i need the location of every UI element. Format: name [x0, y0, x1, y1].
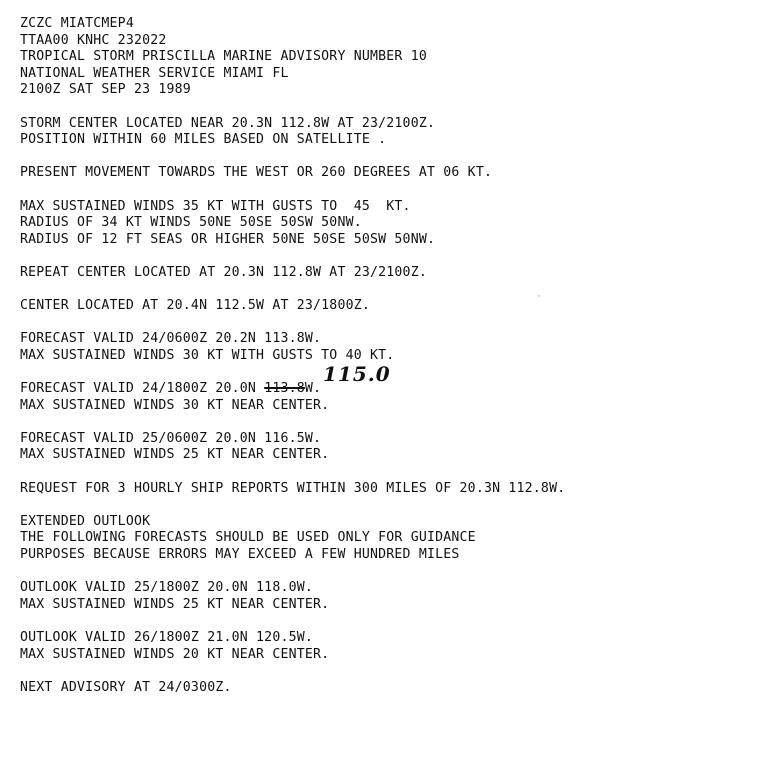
- extended-outlook-note-1: THE FOLLOWING FORECASTS SHOULD BE USED ONLY FOR GUIDANCE: [20, 530, 476, 546]
- repeat-center-line: REPEAT CENTER LOCATED AT 20.3N 112.8W AT 23/2100Z.: [20, 264, 427, 280]
- forecast-2-winds: MAX SUSTAINED WINDS 30 KT NEAR CENTER.: [20, 397, 330, 413]
- issue-time: 2100Z SAT SEP 23 1989: [20, 82, 191, 98]
- wind-radius-line: RADIUS OF 34 KT WINDS 50NE 50SE 50SW 50NW.: [20, 215, 362, 231]
- prior-center-line: CENTER LOCATED AT 20.4N 112.5W AT 23/1800Z.: [20, 298, 371, 314]
- extended-outlook-note-2: PURPOSES BECAUSE ERRORS MAY EXCEED A FEW HUNDRED MILES: [20, 547, 460, 562]
- spacer: [20, 414, 565, 431]
- spacer: [20, 663, 565, 680]
- struck-longitude: 113.8: [264, 381, 305, 397]
- issuing-office: NATIONAL WEATHER SERVICE MIAMI FL: [20, 65, 289, 81]
- max-winds-line: MAX SUSTAINED WINDS 35 KT WITH GUSTS TO 45 KT.: [20, 198, 411, 214]
- outlook-1-winds: MAX SUSTAINED WINDS 25 KT NEAR CENTER.: [20, 596, 330, 612]
- speck-mark: ·: [536, 292, 542, 302]
- advisory-title: TROPICAL STORM PRISCILLA MARINE ADVISORY NUMBER 10: [20, 49, 427, 65]
- forecast-3-winds: MAX SUSTAINED WINDS 25 KT NEAR CENTER.: [20, 447, 330, 463]
- outlook-2-winds: MAX SUSTAINED WINDS 20 KT NEAR CENTER.: [20, 646, 330, 662]
- advisory-document: [20, 16, 565, 696]
- spacer: [20, 315, 565, 332]
- header-line-2: TTAA00 KNHC 232022: [20, 32, 167, 48]
- position-accuracy-line: POSITION WITHIN 60 MILES BASED ON SATELLITE .: [20, 132, 387, 148]
- handwritten-correction: 115.0: [323, 362, 391, 386]
- spacer: [20, 613, 565, 630]
- spacer: [20, 149, 565, 166]
- spacer: [20, 464, 565, 481]
- spacer: [20, 282, 565, 299]
- movement-line: PRESENT MOVEMENT TOWARDS THE WEST OR 260 DEGREES AT 06 KT.: [20, 165, 493, 181]
- extended-outlook-title: EXTENDED OUTLOOK: [20, 513, 151, 529]
- spacer: [20, 99, 565, 116]
- header-line-1: ZCZC MIATCMEP4: [20, 16, 134, 31]
- spacer: [20, 182, 565, 199]
- spacer: [20, 248, 565, 265]
- spacer: [20, 364, 565, 381]
- outlook-1-position: OUTLOOK VALID 25/1800Z 20.0N 118.0W.: [20, 580, 314, 596]
- next-advisory-line: NEXT ADVISORY AT 24/0300Z.: [20, 679, 232, 695]
- forecast-3-position: FORECAST VALID 25/0600Z 20.0N 116.5W.: [20, 430, 322, 446]
- storm-center-line: STORM CENTER LOCATED NEAR 20.3N 112.8W AT 23/2100Z.: [20, 115, 436, 131]
- ship-report-request: REQUEST FOR 3 HOURLY SHIP REPORTS WITHIN 300 MILES OF 20.3N 112.8W.: [20, 480, 566, 496]
- forecast-2-suffix: W.: [304, 381, 322, 397]
- spacer: [20, 564, 565, 581]
- forecast-2-prefix: FORECAST VALID 24/1800Z 20.0N: [20, 381, 265, 397]
- spacer: [20, 497, 565, 514]
- forecast-2-position: [20, 381, 565, 398]
- outlook-2-position: OUTLOOK VALID 26/1800Z 21.0N 120.5W.: [20, 629, 314, 645]
- forecast-1-position: FORECAST VALID 24/0600Z 20.2N 113.8W.: [20, 331, 322, 347]
- seas-radius-line: RADIUS OF 12 FT SEAS OR HIGHER 50NE 50SE 50SW 50NW.: [20, 231, 436, 247]
- forecast-1-winds: MAX SUSTAINED WINDS 30 KT WITH GUSTS TO 40 KT.: [20, 347, 395, 363]
